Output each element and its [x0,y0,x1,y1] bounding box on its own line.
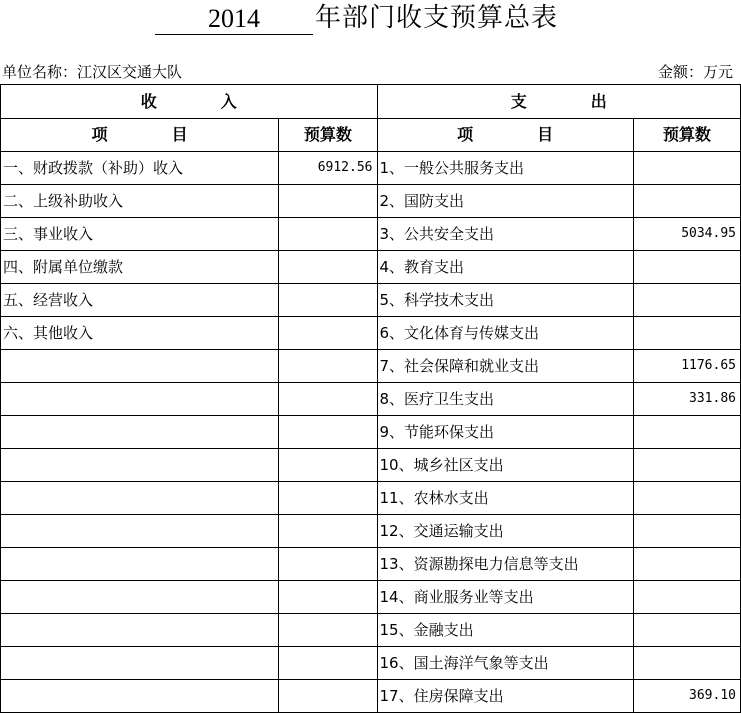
table-row [1,350,741,383]
expense-item-cell: 14、商业服务业等支出 [377,581,633,614]
income-item-cell: 四、附属单位缴款 [1,251,279,284]
income-value-cell [279,350,377,383]
expense-item-cell: 13、资源勘探电力信息等支出 [377,548,633,581]
expense-budget-header: 预算数 [633,119,740,152]
table-row [1,581,741,614]
expense-value-cell: 5034.95 [633,218,740,251]
income-item-cell: 六、其他收入 [1,317,279,350]
income-value-cell [279,515,377,548]
income-item-cell: 五、经营收入 [1,284,279,317]
expense-item-cell: 6、文化体育与传媒支出 [377,317,633,350]
table-row [1,416,741,449]
column-header-row [1,119,741,152]
table-row [1,515,741,548]
income-item-cell [1,383,279,416]
document-title [0,0,741,44]
income-value-cell [279,317,377,350]
section-header-row [1,85,741,119]
meta-line [0,62,741,82]
table-row [1,449,741,482]
expense-item-cell: 9、节能环保支出 [377,416,633,449]
income-value-cell [279,482,377,515]
income-value-cell [279,218,377,251]
expense-item-cell: 1、一般公共服务支出 [377,152,633,185]
expense-value-cell: 369.10 [633,680,740,713]
expense-item-cell: 17、住房保障支出 [377,680,633,713]
expense-value-cell [633,317,740,350]
table-row [1,185,741,218]
expense-value-cell [633,284,740,317]
income-value-cell [279,251,377,284]
table-row [1,152,741,185]
expense-item-cell: 12、交通运输支出 [377,515,633,548]
expense-header: 支 出 [377,85,741,119]
unit-name: 单位名称：江汉区交通大队 [2,63,183,81]
expense-value-cell [633,449,740,482]
income-item-cell [1,449,279,482]
income-item-header: 项 目 [1,119,279,152]
table-row [1,647,741,680]
table-row [1,614,741,647]
expense-value-cell [633,581,740,614]
income-value-cell: 6912.56 [279,152,377,185]
table-row [1,218,741,251]
income-value-cell [279,581,377,614]
table-row [1,548,741,581]
expense-value-cell [633,482,740,515]
table-body [1,152,741,713]
expense-value-cell [633,416,740,449]
title-text: 年部门收支预算总表 [315,3,559,33]
income-item-cell [1,548,279,581]
expense-item-cell: 2、国防支出 [377,185,633,218]
expense-item-cell: 3、公共安全支出 [377,218,633,251]
expense-value-cell [633,515,740,548]
expense-item-cell: 15、金融支出 [377,614,633,647]
amount-unit: 金额：万元 [657,63,733,81]
income-value-cell [279,416,377,449]
expense-value-cell [633,251,740,284]
expense-item-cell: 16、国土海洋气象等支出 [377,647,633,680]
expense-value-cell [633,614,740,647]
income-value-cell [279,614,377,647]
expense-item-cell: 8、医疗卫生支出 [377,383,633,416]
expense-item-cell: 4、教育支出 [377,251,633,284]
income-item-cell: 一、财政拨款（补助）收入 [1,152,279,185]
income-value-cell [279,680,377,713]
income-value-cell [279,647,377,680]
expense-value-cell [633,152,740,185]
expense-item-cell: 5、科学技术支出 [377,284,633,317]
income-item-cell [1,680,279,713]
income-value-cell [279,449,377,482]
table-row [1,680,741,713]
expense-value-cell: 1176.65 [633,350,740,383]
income-budget-header: 预算数 [279,119,377,152]
expense-item-header: 项 目 [377,119,633,152]
expense-value-cell [633,548,740,581]
income-value-cell [279,284,377,317]
income-item-cell [1,647,279,680]
income-item-cell: 二、上级补助收入 [1,185,279,218]
income-item-cell [1,581,279,614]
income-value-cell [279,185,377,218]
expense-value-cell [633,647,740,680]
income-item-cell: 三、事业收入 [1,218,279,251]
income-value-cell [279,548,377,581]
income-item-cell [1,350,279,383]
table-row [1,284,741,317]
table-row [1,317,741,350]
expense-item-cell: 7、社会保障和就业支出 [377,350,633,383]
income-item-cell [1,614,279,647]
income-value-cell [279,383,377,416]
table-row [1,383,741,416]
table-row [1,482,741,515]
expense-value-cell [633,185,740,218]
budget-table [0,84,741,713]
income-header: 收 入 [1,85,378,119]
expense-item-cell: 11、农林水支出 [377,482,633,515]
income-item-cell [1,482,279,515]
table-row [1,251,741,284]
income-item-cell [1,515,279,548]
title-year: 2014 [155,4,313,35]
expense-item-cell: 10、城乡社区支出 [377,449,633,482]
expense-value-cell: 331.86 [633,383,740,416]
income-item-cell [1,416,279,449]
